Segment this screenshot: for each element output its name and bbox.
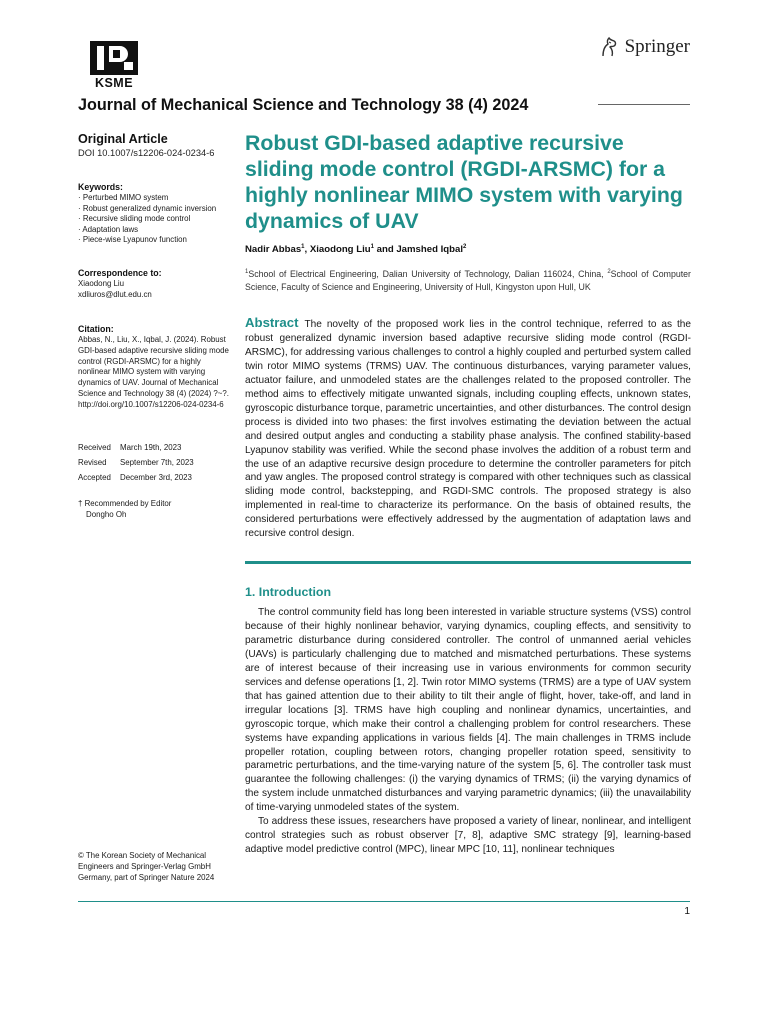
affiliation-text: School of Computer Science, Faculty of Science and Engineering, University of Hull, Kingyston upon Hull, UK [245,268,691,292]
citation-doi-link[interactable]: http://doi.org/10.1007/s12206-024-0234-6 [78,399,224,409]
article-title: Robust GDI-based adaptive recursive sliding mode control (RGDI-ARSMC) for a highly nonlinear MIMO system with varying dynamics of UAV [245,131,683,233]
springer-wordmark: Springer [624,36,690,57]
date-label: Revised [78,458,107,467]
author-separator: and [373,244,397,256]
body-paragraph: To address these issues, researchers have proposed a variety of linear, nonlinear, and intelligent control strategies such as robust observer [7, 8], adaptive SMC strategy [9], learning-based adaptive model predictive control (MPC), linear MPC [10, 11], nonlinear techniques [245,816,691,856]
section-heading: 1. Introduction [245,585,332,599]
correspondence-email[interactable]: xdliuros@dlut.edu.cn [78,289,152,299]
affiliations [245,266,691,294]
affiliation-number: 2 [607,269,611,275]
abstract-label: Abstract [245,315,299,330]
date-row-received [78,442,230,453]
keyword-item: · Perturbed MIMO system [78,193,230,204]
journal-title: Journal of Mechanical Science and Technology 38 (4) 2024 [78,96,529,114]
article-doi: DOI 10.1007/s12206-024-0234-6 [78,148,215,158]
affiliation-number: 1 [245,269,249,275]
keywords-label: Keywords: [78,182,123,192]
article-sidebar [78,132,230,519]
editor-line: † Recommended by Editor [78,499,172,508]
page-number: 1 [684,906,690,917]
author-affiliation-mark: 1 [370,244,374,250]
keywords-block [78,182,230,246]
abstract-divider [245,561,691,564]
ksme-emblem-icon [88,40,140,76]
citation-label: Citation: [78,324,114,334]
date-row-revised [78,457,230,468]
author-name: Nadir Abbas [245,244,302,256]
author-name: Jamshed Iqbal [396,244,463,256]
author-affiliation-mark: 2 [463,244,467,250]
editor-block [78,499,230,521]
date-value: March 19th, 2023 [120,443,182,452]
affiliation-text: School of Electrical Engineering, Dalian University of Technology, Dalian 116024, China, [248,268,608,279]
springer-logo [599,36,690,58]
keyword-item: · Recursive sliding mode control [78,214,230,225]
date-value: September 7th, 2023 [120,458,194,467]
date-value: December 3rd, 2023 [120,473,192,482]
citation-block [78,324,230,411]
keyword-item: · Piece-wise Lyapunov function [78,235,230,246]
author-affiliation-mark: 1 [301,244,305,250]
springer-horse-icon [599,36,619,58]
correspondence-block [78,268,230,301]
dates-block [78,442,230,483]
correspondence-label: Correspondence to: [78,268,162,278]
footer-divider [78,901,690,902]
copyright-notice: © The Korean Society of Mechanical Engineers and Springer-Verlag GmbH Germany, part of Springer Nature 2024 [78,851,215,882]
header-divider [598,104,690,105]
date-label: Accepted [78,473,111,482]
date-label: Received [78,443,111,452]
citation-text: Abbas, N., Liu, X., Iqbal, J. (2024). Robust GDI-based adaptive recursive sliding mode control (RGDI-ARSMC) for a highly nonlinear MIMO system with varying dynamics of UAV. Journal of Mechanical Science and Technology 38 (4) (2024) ?~?. [78,335,229,398]
introduction-body [245,606,691,857]
keywords-list [78,193,230,246]
correspondence-name: Xiaodong Liu [78,279,125,288]
keyword-item: · Robust generalized dynamic inversion [78,204,230,215]
abstract-text: The novelty of the proposed work lies in the control technique, referred to as the robust generalized dynamic inversion based adaptive recursive sliding mode control (RGDI-ARSMC), for addressing various challenges to control a highly coupled and perturbed system called twin rotor MIMO systems (TRMS) UAV. The continuous disturbances, varying parameter values, actuator failure, and unmodeled states are the challenges related to the proposed controller. The method aims to effectively mitigate unwanted signals, including coupling effects, unknown states, gyroscopic disturbance torque, parametric uncertainties, and other disturbances. The control design process is divided into two phases: the first involves estimating the deviation between the actual and desired output angles and conducting a stability phase analysis. The confined stability-based Lyapunov stability was verified. While the second phase involves the addition of a robust term and the use of an adaptive recursive design procedure to determine the controller parameters for pitch and yaw angles. The proposed control strategy is compared with other techniques such as classical sliding mode control, backstepping, and RGDI-SMC controls. The proposed strategy is also implemented in real-time to characterize its performance. On the basis of obtained results, the considered perturbations were effectively addressed by the augmentation of adaptation laws and recursive control design. [245,319,691,540]
author-list [245,244,466,255]
ksme-logo [88,40,140,92]
body-paragraph: The control community field has long been interested in variable structure systems (VSS) control because of their highly nonlinear behavior, varying dynamics, coupling effects, and sensitivity to parametric disturbance during considered controller. The control of unmanned aerial vehicles (UAVs) is particularly challenging due to matched and mismatched perturbations. These systems are of interest because of their increasing use in various environments for common security services and defense operations [1, 2]. Twin rotor MIMO systems (TRMS) are a type of UAV system that has gained attention due to their ability to tilt their angle of flight, hover, take-off, and land in irregular locations [3]. TRMS have high coupling and nonlinear dynamics, uncertainties, and gyroscopic torque, which make their control a challenging problem for control researchers. These systems have expanding applications in various fields [4]. The main challenges in TRMS include propeller rotation, coupling between rotors, changing propeller rotation speed, sensitivity to parametric perturbations, and the time-varying nature of the system [5, 6]. The controller task must guarantee the following challenges: (i) the varying dynamics of TRMS; (ii) the varying dynamics of the system include unmatched disturbances and varying parametric dynamics; (iii) the unavailability of time-varying unmodeled states of the system. [245,607,691,814]
editor-name: Dongho Oh [86,509,127,519]
author-name: Xiaodong Liu [309,244,371,256]
abstract [245,316,691,541]
date-row-accepted [78,472,230,483]
ksme-logo-text: KSME [94,76,134,90]
article-type: Original Article [78,132,168,146]
author-separator: , [304,244,310,256]
keyword-item: · Adaptation laws [78,225,230,236]
